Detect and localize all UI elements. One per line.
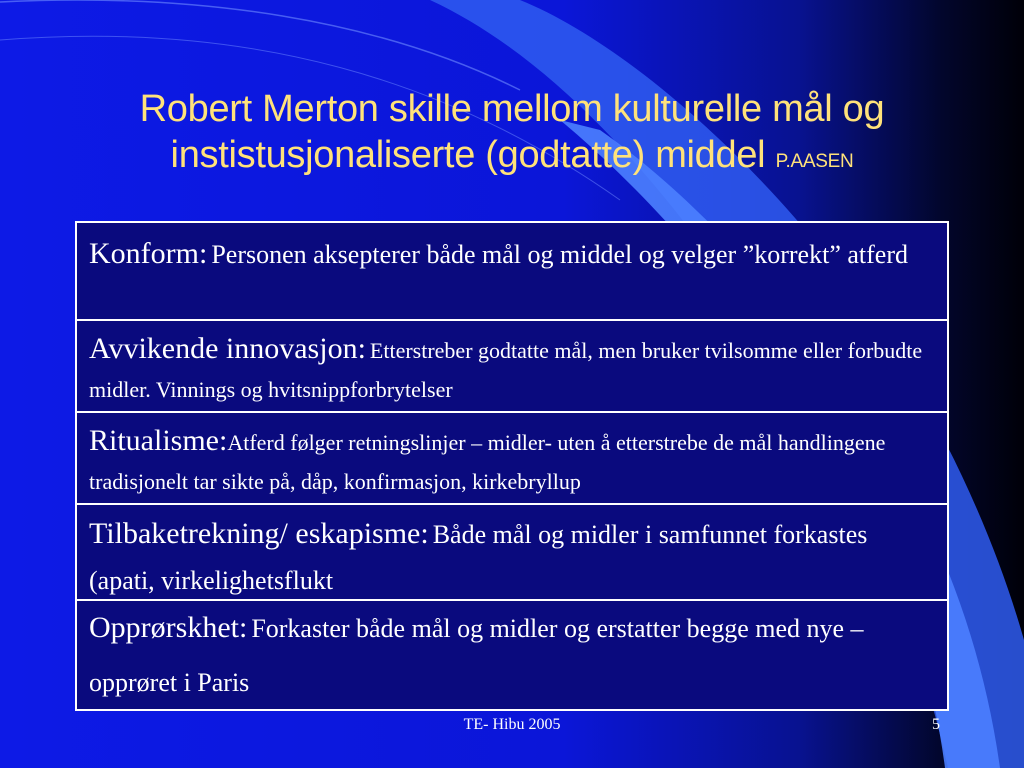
definitions-table bbox=[75, 221, 949, 711]
row-description: Personen aksepterer både mål og middel og velger ”korrekt” atferd bbox=[211, 240, 908, 269]
title-line-1: Robert Merton skille mellom kulturelle mål og bbox=[139, 88, 885, 130]
table-row-konform bbox=[77, 223, 947, 321]
slide-number: 5 bbox=[932, 716, 940, 733]
table-row-ritualisme bbox=[77, 413, 947, 505]
title-line-2 bbox=[60, 132, 964, 185]
title-author: P.AASEN bbox=[775, 151, 854, 172]
row-description: Etterstreber godtatte mål, men bruker tvilsomme eller forbudte midler. Vinnings og hvitsnippforbrytelser bbox=[89, 338, 923, 402]
table-row-tilbaketrekning bbox=[77, 505, 947, 601]
row-term: Opprørskhet: bbox=[89, 611, 248, 644]
row-description: Forkaster både mål og midler og erstatter begge med nye – opprøret i Paris bbox=[89, 614, 864, 697]
row-term: Tilbaketrekning/ eskapisme: bbox=[89, 517, 429, 550]
slide-title bbox=[60, 86, 964, 185]
row-term: Avvikende innovasjon: bbox=[89, 332, 366, 365]
footer-label: TE- Hibu 2005 bbox=[463, 716, 561, 733]
row-description: Atferd følger retningslinjer – midler- uten å etterstrebe de mål handlingene tradisjonelt tar sikte på, dåp, konfirmasjon, kirkebryllup bbox=[89, 430, 886, 494]
table-row-opprorskhet bbox=[77, 601, 947, 709]
title-line-2-text: instistusjonaliserte (godtatte) middel bbox=[170, 134, 766, 176]
row-term: Ritualisme: bbox=[89, 424, 228, 457]
row-description: Både mål og midler i samfunnet forkastes (apati, virkelighetsflukt bbox=[89, 520, 868, 595]
table-row-avvikende-innovasjon bbox=[77, 321, 947, 413]
row-term: Konform: bbox=[89, 237, 208, 270]
